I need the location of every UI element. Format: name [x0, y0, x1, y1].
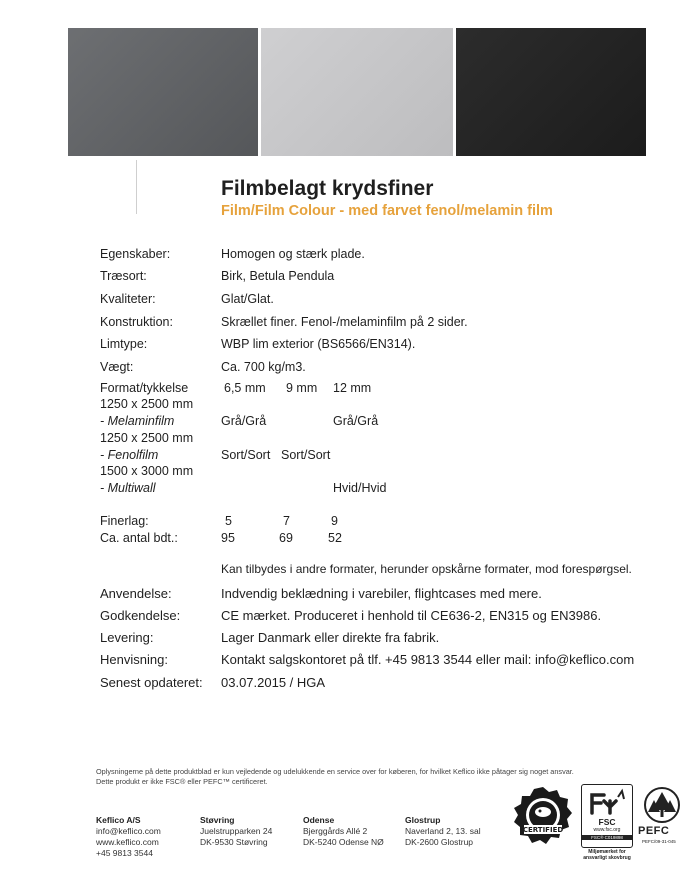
spec-value: Ca. 700 kg/m3.: [221, 360, 306, 374]
footer-address: Bjerggårds Allé 2: [303, 826, 368, 836]
footer-address: Juelstrupparken 24: [200, 826, 273, 836]
spec-label: Træsort:: [100, 269, 147, 283]
spec-label: Vægt:: [100, 360, 134, 374]
detail-label: Senest opdateret:: [100, 675, 203, 690]
footer-company: [96, 815, 161, 859]
format-cell: Sort/Sort: [281, 448, 331, 462]
detail-value: Indvendig beklædning i varebiler, flightcases med mere.: [221, 586, 542, 601]
disclaimer-line: Dette produkt er ikke FSC® eller PEFC™ certificeret.: [96, 777, 268, 786]
divider-line: [136, 160, 137, 214]
page-title: Filmbelagt krydsfiner: [221, 177, 434, 200]
footer-address: Naverland 2, 13. sal: [405, 826, 481, 836]
format-type: - Melaminfilm: [100, 414, 175, 428]
spec-value: WBP lim exterior (BS6566/EN314).: [221, 337, 416, 351]
detail-label: Henvisning:: [100, 652, 168, 667]
detail-value: 03.07.2015 / HGA: [221, 675, 326, 690]
spec-label: Konstruktion:: [100, 315, 173, 329]
footer-stovring: [200, 815, 272, 848]
badge-text: CERTIFIED: [522, 826, 564, 834]
finer-value: 5: [225, 514, 232, 528]
format-cell: Grå/Grå: [221, 414, 267, 428]
footer-address: DK-9530 Støvring: [200, 837, 268, 847]
footer-address: DK-2600 Glostrup: [405, 837, 474, 847]
finer-value: 69: [279, 531, 293, 545]
format-size: 1250 x 2500 mm: [100, 431, 194, 445]
format-size: 1250 x 2500 mm: [100, 397, 194, 411]
fsc-url: www.fsc.org: [593, 827, 621, 833]
detail-label: Godkendelse:: [100, 608, 181, 623]
footer-heading: Støvring: [200, 815, 235, 825]
disclaimer-line: Oplysningerne på dette produktblad er kun vejledende og udelukkende en service over for køberen, for hvilket Keflico ikke påtager sig noget ansvar.: [96, 767, 574, 776]
finer-label: Finerlag:: [100, 514, 149, 528]
detail-value: Lager Danmark eller direkte fra fabrik.: [221, 630, 440, 645]
spec-label: Limtype:: [100, 337, 148, 351]
format-cell: Hvid/Hvid: [333, 481, 387, 495]
format-type: - Multiwall: [100, 481, 156, 495]
swatch-light-grey: [261, 28, 453, 156]
swatch-grey: [68, 28, 258, 156]
fsc-logo: [581, 784, 633, 848]
footer-glostrup: [405, 815, 481, 848]
format-type: - Fenolfilm: [100, 448, 159, 462]
thickness-12: 12 mm: [333, 381, 372, 395]
certified-badge-icon: [512, 785, 574, 847]
format-size: 1500 x 3000 mm: [100, 464, 194, 478]
footer-email[interactable]: info@keflico.com: [96, 826, 161, 836]
swatch-black: [456, 28, 646, 156]
fsc-text: FSC: [598, 817, 616, 827]
detail-value: Kontakt salgskontoret på tlf. +45 9813 3544 eller mail: info@keflico.com: [221, 652, 635, 667]
detail-label: Anvendelse:: [100, 586, 172, 601]
footer-website[interactable]: www.keflico.com: [96, 837, 159, 847]
fsc-tree-icon: [582, 787, 632, 817]
footer-heading: Glostrup: [405, 815, 441, 825]
disclaimer: [96, 767, 656, 787]
format-label: Format/tykkelse: [100, 381, 189, 395]
format-cell: Sort/Sort: [221, 448, 271, 462]
spec-value: Homogen og stærk plade.: [221, 247, 365, 261]
finer-label: Ca. antal bdt.:: [100, 531, 178, 545]
fsc-caption: Miljømærket for ansvarligt skovbrug: [583, 849, 631, 861]
format-cell: Grå/Grå: [333, 414, 379, 428]
thickness-6-5: 6,5 mm: [224, 381, 266, 395]
spec-value: Glat/Glat.: [221, 292, 274, 306]
finer-value: 52: [328, 531, 342, 545]
page-subtitle: Film/Film Colour - med farvet fenol/melamin film: [221, 203, 553, 219]
finer-value: 7: [283, 514, 290, 528]
note-text: Kan tilbydes i andre formater, herunder opskårne formater, mod forespørgsel.: [221, 562, 632, 576]
detail-label: Levering:: [100, 630, 154, 645]
fsc-code: FSC® C019898: [582, 835, 632, 840]
detail-value: CE mærket. Produceret i henhold til CE636-2, EN315 og EN3986.: [221, 608, 602, 623]
spec-value: Birk, Betula Pendula: [221, 269, 335, 283]
footer-odense: [303, 815, 384, 848]
finer-value: 95: [221, 531, 235, 545]
spec-label: Kvaliteter:: [100, 292, 156, 306]
footer-heading: Keflico A/S: [96, 815, 141, 825]
footer-address: DK-5240 Odense NØ: [303, 837, 384, 847]
pefc-trees-icon: [640, 786, 684, 824]
footer-heading: Odense: [303, 815, 335, 825]
pefc-text: PEFC: [638, 825, 670, 837]
spec-value: Skrællet finer. Fenol-/melaminfilm på 2 sider.: [221, 315, 468, 329]
pefc-code: PEFC/09-31-045: [642, 839, 676, 844]
spec-label: Egenskaber:: [100, 247, 171, 261]
footer-phone: +45 9813 3544: [96, 848, 153, 858]
thickness-9: 9 mm: [286, 381, 318, 395]
finer-value: 9: [331, 514, 338, 528]
